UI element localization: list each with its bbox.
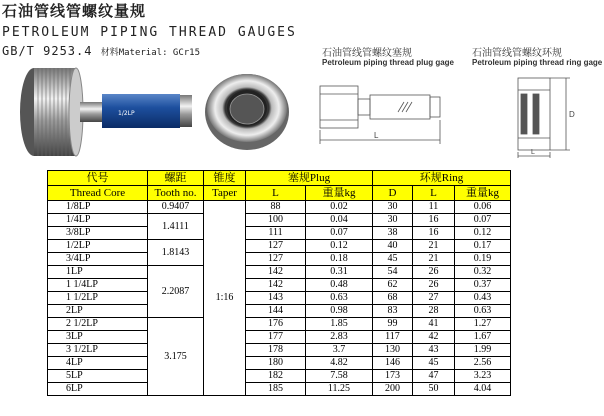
ring-weight-cell: 0.12 [455, 227, 511, 240]
material-text: 材料Material: GCr15 [100, 48, 200, 58]
ring-weight-cell: 0.63 [455, 305, 511, 318]
plug-gauge-drawing [312, 72, 462, 160]
ring-diameter-cell: 83 [373, 305, 413, 318]
ring-diameter-cell: 30 [373, 214, 413, 227]
pitch-cell: 1.4111 [148, 214, 204, 240]
thread-core-cell: 3LP [48, 331, 148, 344]
ring-weight-cell: 0.17 [455, 240, 511, 253]
ring-caption-cn: 石油管线管螺纹环规 [472, 48, 562, 59]
spec-table [47, 170, 511, 396]
plug-length-cell: 100 [246, 214, 306, 227]
plug-weight-cell: 3.7 [306, 344, 373, 357]
plug-length-cell: 180 [246, 357, 306, 370]
ring-weight-cell: 4.04 [455, 383, 511, 396]
ring-length-cell: 42 [413, 331, 455, 344]
plug-length-cell: 127 [246, 240, 306, 253]
ring-diameter-cell: 54 [373, 266, 413, 279]
ring-diameter-cell: 173 [373, 370, 413, 383]
ring-diameter-cell: 200 [373, 383, 413, 396]
plug-length-cell: 185 [246, 383, 306, 396]
plug-gauge-photo [20, 68, 192, 156]
ring-weight-cell: 0.07 [455, 214, 511, 227]
ring-dim-l: L [531, 149, 535, 156]
ring-weight-cell: 0.43 [455, 292, 511, 305]
ring-weight-cell: 2.56 [455, 357, 511, 370]
thread-core-cell: 5LP [48, 370, 148, 383]
ring-weight-cell: 0.37 [455, 279, 511, 292]
thread-core-cell: 2LP [48, 305, 148, 318]
table-row [48, 214, 511, 227]
plug-weight-cell: 0.31 [306, 266, 373, 279]
col-plug-length: L [246, 186, 306, 201]
ring-length-cell: 21 [413, 240, 455, 253]
ring-length-cell: 47 [413, 370, 455, 383]
col-ring-weight: 重量kg [455, 186, 511, 201]
ring-length-cell: 27 [413, 292, 455, 305]
col-ring-length: L [413, 186, 455, 201]
table-row [48, 266, 511, 279]
plug-length-cell: 142 [246, 279, 306, 292]
thread-core-cell: 1/2LP [48, 240, 148, 253]
ring-length-cell: 21 [413, 253, 455, 266]
ring-weight-cell: 0.32 [455, 266, 511, 279]
table-row [48, 318, 511, 331]
pitch-cell: 2.2087 [148, 266, 204, 318]
ring-diameter-cell: 38 [373, 227, 413, 240]
ring-length-cell: 11 [413, 201, 455, 214]
thread-core-cell: 1 1/4LP [48, 279, 148, 292]
plug-weight-cell: 4.82 [306, 357, 373, 370]
plug-length-cell: 177 [246, 331, 306, 344]
ring-diameter-cell: 30 [373, 201, 413, 214]
table-row [48, 240, 511, 253]
table-row [48, 227, 511, 240]
ring-length-cell: 16 [413, 227, 455, 240]
ring-gauge-photo [205, 74, 289, 150]
table-header-row-en [48, 186, 511, 201]
pitch-cell: 1.8143 [148, 240, 204, 266]
table-header-row-cn [48, 171, 511, 186]
pitch-cell: 3.175 [148, 318, 204, 396]
standard-code: GB/T 9253.4 [2, 44, 93, 58]
col-pitch-en: Tooth no. [148, 186, 204, 201]
plug-dim-l: L [374, 131, 379, 140]
col-plug-weight: 重量kg [306, 186, 373, 201]
pitch-cell: 0.9407 [148, 201, 204, 214]
ring-weight-cell: 1.27 [455, 318, 511, 331]
ring-length-cell: 26 [413, 279, 455, 292]
table-row [48, 305, 511, 318]
ring-weight-cell: 0.19 [455, 253, 511, 266]
plug-length-cell: 176 [246, 318, 306, 331]
plug-weight-cell: 0.18 [306, 253, 373, 266]
page-title-cn: 石油管线管螺纹量规 [2, 2, 147, 20]
ring-caption-en: Petroleum piping thread ring gage [472, 58, 603, 67]
ring-diameter-cell: 40 [373, 240, 413, 253]
plug-length-cell: 178 [246, 344, 306, 357]
ring-dim-d: D [569, 110, 575, 119]
plug-length-cell: 182 [246, 370, 306, 383]
plug-length-cell: 127 [246, 253, 306, 266]
col-code-en: Thread Core [48, 186, 148, 201]
ring-length-cell: 41 [413, 318, 455, 331]
ring-length-cell: 16 [413, 214, 455, 227]
table-row [48, 357, 511, 370]
plug-length-cell: 142 [246, 266, 306, 279]
taper-cell: 1:16 [204, 201, 246, 396]
plug-weight-cell: 7.58 [306, 370, 373, 383]
plug-weight-cell: 0.07 [306, 227, 373, 240]
plug-weight-cell: 0.48 [306, 279, 373, 292]
plug-length-cell: 111 [246, 227, 306, 240]
col-ring-group: 环规Ring [373, 171, 511, 186]
col-ring-diameter: D [373, 186, 413, 201]
table-row [48, 344, 511, 357]
page-title-en: PETROLEUM PIPING THREAD GAUGES [2, 25, 297, 40]
table-row [48, 383, 511, 396]
ring-weight-cell: 1.99 [455, 344, 511, 357]
table-row [48, 279, 511, 292]
ring-diameter-cell: 99 [373, 318, 413, 331]
ring-length-cell: 50 [413, 383, 455, 396]
thread-core-cell: 1 1/2LP [48, 292, 148, 305]
gauges-photo [0, 62, 300, 162]
thread-core-cell: 1/8LP [48, 201, 148, 214]
thread-core-cell: 4LP [48, 357, 148, 370]
ring-length-cell: 45 [413, 357, 455, 370]
ring-diameter-cell: 68 [373, 292, 413, 305]
thread-core-cell: 2 1/2LP [48, 318, 148, 331]
plug-caption-cn: 石油管线管螺纹塞规 [322, 48, 412, 59]
table-row [48, 253, 511, 266]
plug-length-cell: 144 [246, 305, 306, 318]
thread-core-cell: 1LP [48, 266, 148, 279]
plug-caption-en: Petroleum piping thread plug gage [322, 58, 455, 67]
ring-weight-cell: 3.23 [455, 370, 511, 383]
col-taper-en: Taper [204, 186, 246, 201]
plug-weight-cell: 0.98 [306, 305, 373, 318]
plug-weight-cell: 0.63 [306, 292, 373, 305]
table-row [48, 292, 511, 305]
ring-length-cell: 26 [413, 266, 455, 279]
plug-length-cell: 88 [246, 201, 306, 214]
col-taper-cn: 锥度 [204, 171, 246, 186]
ring-diameter-cell: 117 [373, 331, 413, 344]
plug-marking: 1/2LP [118, 110, 135, 117]
table-row [48, 370, 511, 383]
thread-core-cell: 3/4LP [48, 253, 148, 266]
plug-weight-cell: 0.02 [306, 201, 373, 214]
col-plug-group: 塞规Plug [246, 171, 373, 186]
ring-diameter-cell: 146 [373, 357, 413, 370]
ring-length-cell: 28 [413, 305, 455, 318]
col-pitch-cn: 螺距 [148, 171, 204, 186]
plug-weight-cell: 2.83 [306, 331, 373, 344]
ring-diameter-cell: 62 [373, 279, 413, 292]
ring-length-cell: 43 [413, 344, 455, 357]
plug-length-cell: 143 [246, 292, 306, 305]
thread-core-cell: 3 1/2LP [48, 344, 148, 357]
thread-core-cell: 1/4LP [48, 214, 148, 227]
ring-weight-cell: 1.67 [455, 331, 511, 344]
ring-gauge-drawing [508, 72, 588, 160]
plug-weight-cell: 0.04 [306, 214, 373, 227]
plug-weight-cell: 1.85 [306, 318, 373, 331]
thread-core-cell: 6LP [48, 383, 148, 396]
plug-weight-cell: 11.25 [306, 383, 373, 396]
table-row [48, 331, 511, 344]
ring-diameter-cell: 130 [373, 344, 413, 357]
table-row [48, 201, 511, 214]
plug-weight-cell: 0.12 [306, 240, 373, 253]
ring-diameter-cell: 45 [373, 253, 413, 266]
ring-weight-cell: 0.06 [455, 201, 511, 214]
spec-table-body [48, 201, 511, 396]
col-code-cn: 代号 [48, 171, 148, 186]
standard-line [2, 44, 200, 58]
thread-core-cell: 3/8LP [48, 227, 148, 240]
